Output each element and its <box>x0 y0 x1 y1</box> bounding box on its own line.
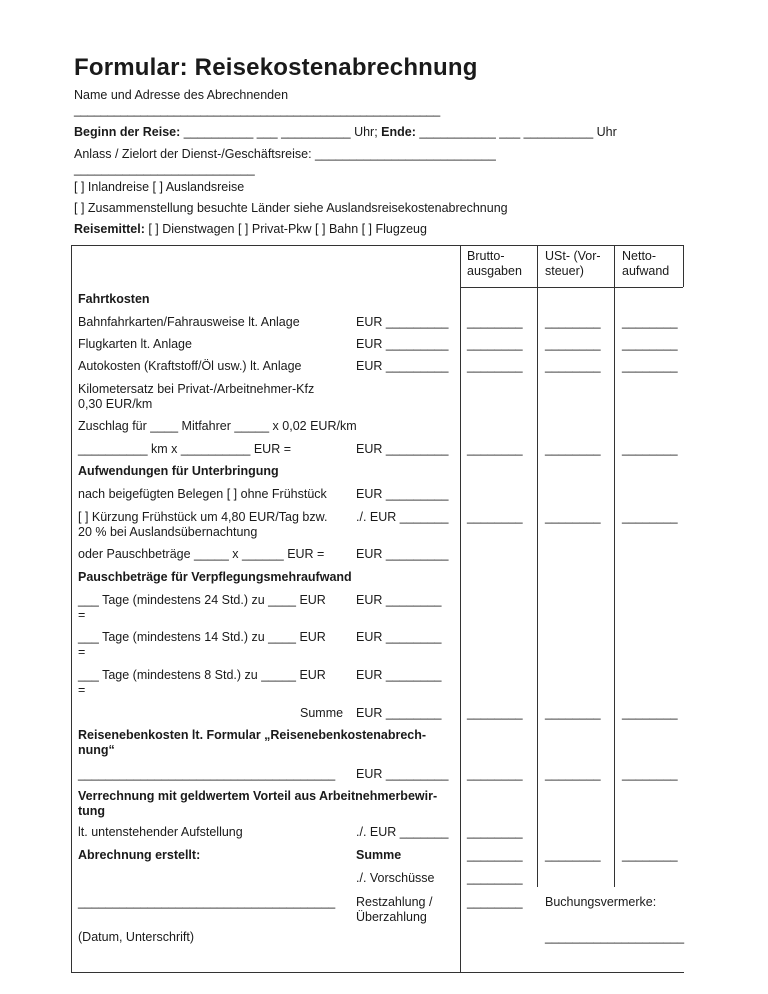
summe-total-ust[interactable]: ________ <box>545 848 601 862</box>
row-flug-ust[interactable]: ________ <box>545 337 601 351</box>
row-aufstellung-brutto[interactable]: ________ <box>467 825 523 839</box>
table-right-border <box>683 245 684 287</box>
section-verpflegung: Pauschbeträge für Verpflegungsmehraufwand <box>78 570 352 584</box>
row-flug-netto[interactable]: ________ <box>622 337 678 351</box>
row-pausch-unterb-label[interactable]: oder Pauschbeträge _____ x ______ EUR = <box>78 547 325 561</box>
row-auto-ust[interactable]: ________ <box>545 359 601 373</box>
row-summe-label: Summe <box>300 706 344 720</box>
row-tage8-eur[interactable]: EUR ________ <box>356 668 442 682</box>
page-title: Formular: Reisekostenabrechnung <box>74 54 478 81</box>
datum-unterschrift-label: (Datum, Unterschrift) <box>78 930 194 944</box>
end-label: Ende: <box>381 125 416 139</box>
col-header-ust: USt- (Vor- steuer) <box>545 249 601 278</box>
restzahlung-label: Restzahlung / Überzahlung <box>356 895 433 924</box>
row-aufstellung-label: lt. untenstehender Aufstellung <box>78 825 243 839</box>
row-km-calc[interactable]: __________ km x __________ EUR = <box>78 442 292 456</box>
table-left-border <box>71 245 72 972</box>
trip-type-options[interactable]: [ ] Inlandreise [ ] Auslandsreise <box>74 180 245 194</box>
section-nebenkosten: Reisenebenkosten lt. Formular „Reisenebenkostenabrech- nung“ <box>78 728 427 757</box>
travel-dates <box>74 125 617 139</box>
name-line[interactable]: _______________________________________________________ <box>74 103 440 117</box>
buchungsvermerke-label: Buchungsvermerke: <box>545 895 657 909</box>
row-auto-label: Autokosten (Kraftstoff/Öl usw.) lt. Anlage <box>78 359 302 373</box>
table-bottom-border <box>71 972 684 973</box>
col-header-brutto: Brutto- ausgaben <box>467 249 522 278</box>
row-tage24-label[interactable]: ___ Tage (mindestens 24 Std.) zu ____ EUR = <box>78 593 326 622</box>
row-neben-ust[interactable]: ________ <box>545 767 601 781</box>
row-bahn-eur[interactable]: EUR _________ <box>356 315 449 329</box>
row-tage14-eur[interactable]: EUR ________ <box>356 630 442 644</box>
col-divider-brutto <box>460 245 461 972</box>
row-bahn-brutto[interactable]: ________ <box>467 315 523 329</box>
summe-total-label: Summe <box>356 848 402 862</box>
row-km-ust[interactable]: ________ <box>545 442 601 456</box>
header-bottom-border <box>460 287 683 288</box>
row-tage14-label[interactable]: ___ Tage (mindestens 14 Std.) zu ____ EUR = <box>78 630 326 659</box>
row-kuerzung-eur[interactable]: ./. EUR _______ <box>356 510 449 524</box>
row-kuerzung-netto[interactable]: ________ <box>622 510 678 524</box>
row-bahn-ust[interactable]: ________ <box>545 315 601 329</box>
row-zuschlag[interactable]: Zuschlag für ____ Mitfahrer _____ x 0,02 EUR/km <box>78 419 357 433</box>
row-neben-eur[interactable]: EUR _________ <box>356 767 449 781</box>
vorschuesse-brutto[interactable]: ________ <box>467 871 523 885</box>
row-tage24-eur[interactable]: EUR ________ <box>356 593 442 607</box>
row-neben-brutto[interactable]: ________ <box>467 767 523 781</box>
row-km-eur[interactable]: EUR _________ <box>356 442 449 456</box>
col-divider-netto <box>614 245 615 887</box>
means-label: Reisemittel: <box>74 222 145 236</box>
section-fahrtkosten: Fahrtkosten <box>78 292 150 306</box>
row-neben-netto[interactable]: ________ <box>622 767 678 781</box>
row-tage8-label[interactable]: ___ Tage (mindestens 8 Std.) zu _____ EUR = <box>78 668 326 697</box>
row-kuerzung-label[interactable]: [ ] Kürzung Frühstück um 4,80 EUR/Tag bzw. 20 % bei Auslandsübernachtung <box>78 510 328 539</box>
col-header-netto: Netto- aufwand <box>622 249 670 278</box>
purpose-line[interactable]: __________________________ <box>74 162 255 176</box>
row-belege-eur[interactable]: EUR _________ <box>356 487 449 501</box>
col-divider-ust <box>537 245 538 887</box>
row-flug-eur[interactable]: EUR _________ <box>356 337 449 351</box>
row-summe-eur[interactable]: EUR ________ <box>356 706 442 720</box>
travel-means[interactable] <box>74 222 427 236</box>
means-options[interactable]: [ ] Dienstwagen [ ] Privat-Pkw [ ] Bahn [ ] Flugzeug <box>144 222 427 236</box>
row-pausch-unterb-eur[interactable]: EUR _________ <box>356 547 449 561</box>
row-kuerzung-ust[interactable]: ________ <box>545 510 601 524</box>
row-bahn-netto[interactable]: ________ <box>622 315 678 329</box>
row-summe-ust[interactable]: ________ <box>545 706 601 720</box>
summe-total-netto[interactable]: ________ <box>622 848 678 862</box>
row-auto-brutto[interactable]: ________ <box>467 359 523 373</box>
begin-fill[interactable]: __________ ___ __________ Uhr; <box>180 125 382 139</box>
row-km-netto[interactable]: ________ <box>622 442 678 456</box>
row-aufstellung-eur[interactable]: ./. EUR _______ <box>356 825 449 839</box>
name-label: Name und Adresse des Abrechnenden <box>74 88 289 102</box>
row-km-rate: Kilometersatz bei Privat-/Arbeitnehmer-Kfz 0,30 EUR/km <box>78 382 315 411</box>
abrechnung-label: Abrechnung erstellt: <box>78 848 201 862</box>
row-belege-label[interactable]: nach beigefügten Belegen [ ] ohne Frühstück <box>78 487 327 501</box>
signature-line[interactable]: _____________________________________ <box>78 895 336 909</box>
summe-total-brutto[interactable]: ________ <box>467 848 523 862</box>
table-top-border <box>71 245 684 246</box>
section-unterbringung: Aufwendungen für Unterbringung <box>78 464 279 478</box>
row-km-brutto[interactable]: ________ <box>467 442 523 456</box>
countries-option[interactable]: [ ] Zusammenstellung besuchte Länder siehe Auslandsreisekostenabrechnung <box>74 201 508 215</box>
row-auto-eur[interactable]: EUR _________ <box>356 359 449 373</box>
row-summe-brutto[interactable]: ________ <box>467 706 523 720</box>
row-bahn-label: Bahnfahrkarten/Fahrausweise lt. Anlage <box>78 315 300 329</box>
row-flug-label: Flugkarten lt. Anlage <box>78 337 192 351</box>
purpose-field[interactable]: Anlass / Zielort der Dienst-/Geschäftsreise: __________________________ <box>74 147 496 161</box>
row-auto-netto[interactable]: ________ <box>622 359 678 373</box>
restzahlung-brutto[interactable]: ________ <box>467 895 523 909</box>
row-summe-netto[interactable]: ________ <box>622 706 678 720</box>
section-verrechnung: Verrechnung mit geldwertem Vorteil aus Arbeitnehmerbewir- tung <box>78 789 438 818</box>
row-neben-line[interactable]: _____________________________________ <box>78 767 336 781</box>
end-fill[interactable]: ___________ ___ __________ Uhr <box>415 125 617 139</box>
vorschuesse-label: ./. Vorschüsse <box>356 871 435 885</box>
row-kuerzung-brutto[interactable]: ________ <box>467 510 523 524</box>
row-flug-brutto[interactable]: ________ <box>467 337 523 351</box>
buchungsvermerke-line[interactable]: ____________________ <box>545 930 685 944</box>
begin-label: Beginn der Reise: <box>74 125 181 139</box>
